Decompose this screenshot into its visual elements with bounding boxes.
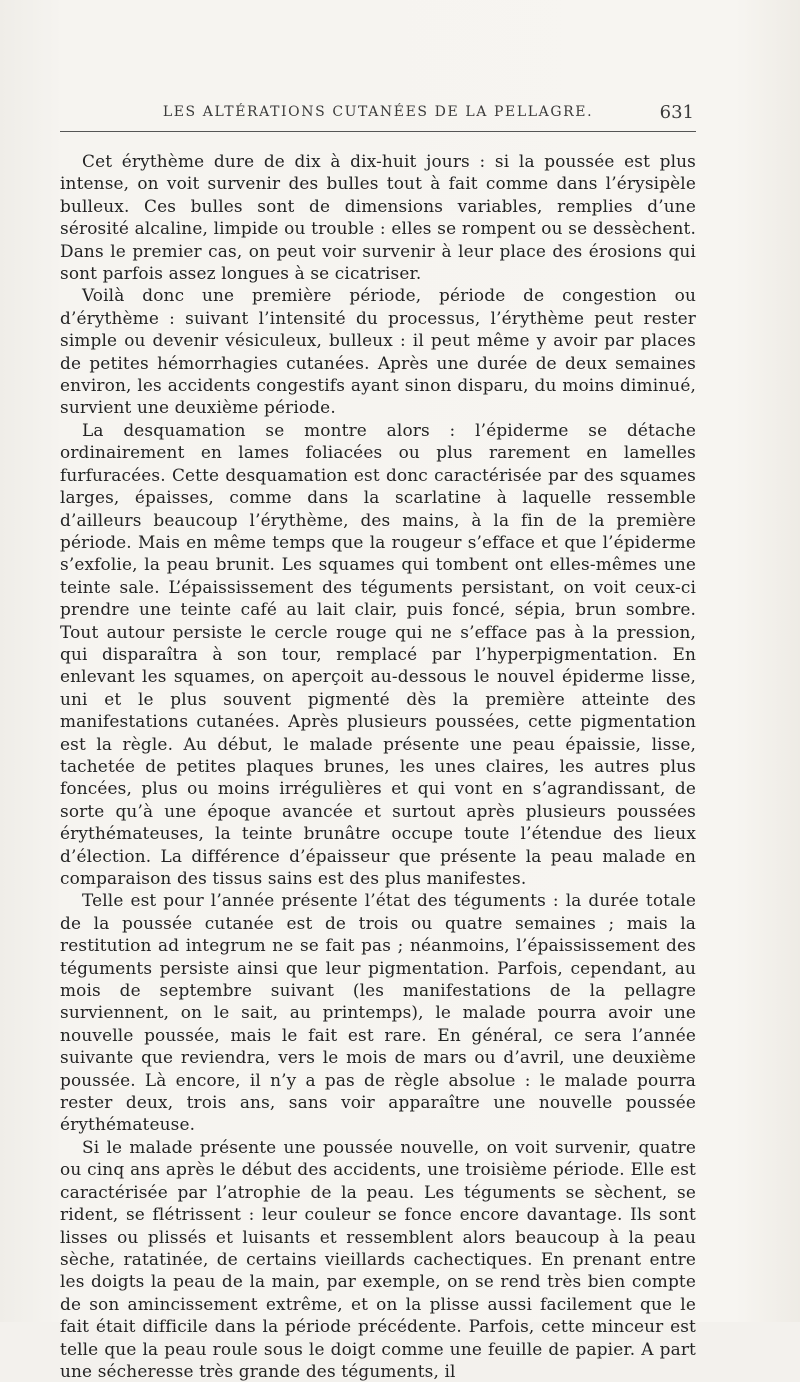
paragraph-2: Voilà donc une première période, période de congestion ou d’érythème : suivant l’intensité du processus, l’érythème peut rester simple ou devenir vésiculeux, bulleux : il peut même y avoir par places de petites hémorrhagies cutanées. Après une durée de deux semaines environ, les accidents congestifs ayant sinon disparu, du moins diminué, survient une deuxième période. bbox=[60, 285, 696, 418]
paragraph-1: Cet érythème dure de dix à dix-huit jours : si la poussée est plus intense, on voit survenir des bulles tout à fait comme dans l’érysipèle bulleux. Ces bulles sont de dimensions variables, remplies d’une sérosité alcaline, limpide ou trouble : elles se rompent ou se dessèchent. Dans le premier cas, on peut voir survenir à leur place des érosions qui sont parfois assez longues à se cicatriser. bbox=[60, 151, 696, 284]
header-rule bbox=[60, 131, 696, 132]
page-header bbox=[62, 102, 694, 126]
body-text bbox=[60, 150, 696, 1382]
paragraph-3: La desquamation se montre alors : l’épiderme se détache ordinairement en lames foliacées ou plus rarement en lamelles furfuracées. Cette desquamation est donc caractérisée par des squames larges, épaisses, comme dans la scarlatine à laquelle ressemble d’ailleurs beaucoup l’érythème, des mains, à la fin de la première période. Mais en même temps que la rougeur s’efface et que l’épiderme s’exfolie, la peau brunit. Les squames qui tombent ont elles-mêmes une teinte sale. L’épaississement des téguments persistant, on voit ceux-ci prendre une teinte café au lait clair, puis foncé, sépia, brun sombre. Tout autour persiste le cercle rouge qui ne s’efface pas à la pression, qui disparaîtra à son tour, remplacé par l’hyperpigmentation. En enlevant les squames, on aperçoit au-dessous le nouvel épiderme lisse, uni et le plus souvent pigmenté dès la première atteinte des manifestations cutanées. Après plusieurs poussées, cette pigmentation est la règle. Au début, le malade présente une peau épaissie, lisse, tachetée de petites plaques brunes, les unes claires, les autres plus foncées, plus ou moins irrégulières et qui vont en s’agrandissant, de sorte qu’à une époque avancée et surtout après plusieurs poussées érythémateuses, la teinte brunâtre occupe toute l’étendue des lieux d’élection. La différence d’épaisseur que présente la peau malade en comparaison des tissus sains est des plus manifestes. bbox=[60, 419, 696, 888]
paragraph-4: Telle est pour l’année présente l’état des téguments : la durée totale de la poussée cutanée est de trois ou quatre semaines ; mais la restitution ad integrum ne se fait pas ; néanmoins, l’épaississement des téguments persiste ainsi que leur pigmentation. Parfois, cependant, au mois de septembre suivant (les manifestations de la pellagre surviennent, on le sait, au printemps), le malade pourra avoir une nouvelle poussée, mais le fait est rare. En général, ce sera l’année suivante que reviendra, vers le mois de mars ou d’avril, une deuxième poussée. Là encore, il n’y a pas de règle absolue : le malade pourra rester deux, trois ans, sans voir apparaître une nouvelle poussée érythémateuse. bbox=[60, 890, 696, 1135]
running-title: LES ALTÉRATIONS CUTANÉES DE LA PELLAGRE. bbox=[162, 104, 594, 120]
paragraph-5: Si le malade présente une poussée nouvelle, on voit survenir, quatre ou cinq ans après le début des accidents, une troisième période. Elle est caractérisée par l’atrophie de la peau. Les téguments se sèchent, se rident, se flétrissent : leur couleur se fonce encore davantage. Ils sont lisses ou plissés et luisants et ressemblent alors beaucoup à la peau sèche, ratatinée, de certains vieillards cachectiques. En prenant entre les doigts la peau de la main, par exemple, on se rend très bien compte de son amincissement extrême, et on la plisse aussi facilement que le fait était difficile dans la période précédente. Parfois, cette minceur est telle que la peau roule sous le doigt comme une feuille de papier. A part une sécheresse très grande des téguments, il bbox=[60, 1136, 696, 1381]
page-number: 631 bbox=[659, 102, 694, 123]
